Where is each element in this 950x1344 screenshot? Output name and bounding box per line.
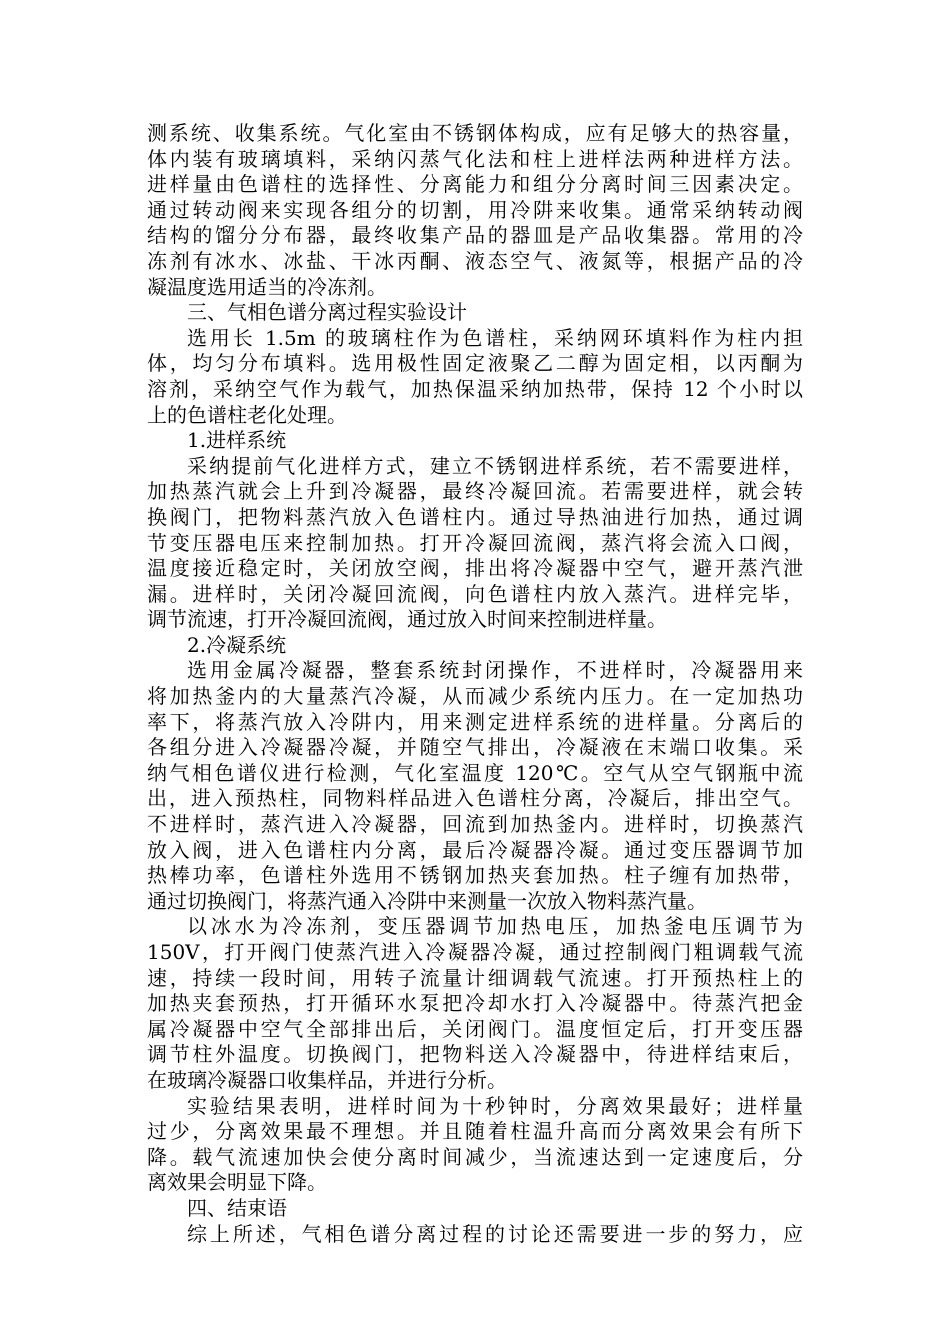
text-line: 出，进入预热柱，同物料样品进入色谱柱分离，冷凝后，排出空气。 xyxy=(147,786,803,811)
text-line: 体内装有玻璃填料，采纳闪蒸气化法和柱上进样法两种进样方法。 xyxy=(147,146,803,171)
text-line: 冻剂有冰水、冰盐、干冰丙酮、液态空气、液氮等，根据产品的冷 xyxy=(147,248,803,273)
text-line: 调节流速，打开冷凝回流阀，通过放入时间来控制进样量。 xyxy=(147,607,667,632)
text-line: 进样量由色谱柱的选择性、分离能力和组分分离时间三因素决定。 xyxy=(147,172,803,197)
text-line: 通过切换阀门，将蒸汽通入冷阱中来测量一次放入物料蒸汽量。 xyxy=(147,888,707,913)
text-line: 采纳提前气化进样方式，建立不锈钢进样系统，若不需要进样， xyxy=(187,453,803,478)
text-line: 体，均匀分布填料。选用极性固定液聚乙二醇为固定相，以丙酮为 xyxy=(147,351,803,376)
text-line: 溶剂，采纳空气作为载气，加热保温采纳加热带，保持 12 个小时以 xyxy=(147,376,803,401)
text-line: 2.冷凝系统 xyxy=(187,632,287,657)
text-line: 调节柱外温度。切换阀门，把物料送入冷凝器中，待进样结束后， xyxy=(147,1042,803,1067)
text-line: 率下，将蒸汽放入冷阱内，用来测定进样系统的进样量。分离后的 xyxy=(147,709,803,734)
text-line: 选用金属冷凝器，整套系统封闭操作，不进样时，冷凝器用来 xyxy=(187,658,803,683)
text-line: 节变压器电压来控制加热。打开冷凝回流阀，蒸汽将会流入口阀， xyxy=(147,530,803,555)
text-line: 上的色谱柱老化处理。 xyxy=(147,402,347,427)
text-line: 各组分进入冷凝器冷凝，并随空气排出，冷凝液在末端口收集。采 xyxy=(147,735,803,760)
document-page xyxy=(147,121,803,1247)
text-line: 实验结果表明，进样时间为十秒钟时，分离效果最好；进样量 xyxy=(187,1093,803,1118)
text-line: 凝温度选用适当的冷冻剂。 xyxy=(147,274,387,299)
text-line: 综上所述，气相色谱分离过程的讨论还需要进一步的努力，应 xyxy=(187,1221,803,1246)
text-line: 选用长 1.5m 的玻璃柱作为色谱柱，采纳网环填料作为柱内担 xyxy=(187,325,803,350)
text-line: 以冰水为冷冻剂，变压器调节加热电压，加热釜电压调节为 xyxy=(187,914,803,939)
text-line: 四、结束语 xyxy=(187,1195,287,1220)
text-line: 离效果会明显下降。 xyxy=(147,1170,327,1195)
text-line: 降。载气流速加快会使分离时间减少，当流速达到一定速度后，分 xyxy=(147,1144,803,1169)
text-line: 不进样时，蒸汽进入冷凝器，回流到加热釜内。进样时，切换蒸汽 xyxy=(147,812,803,837)
text-line: 150V，打开阀门使蒸汽进入冷凝器冷凝，通过控制阀门粗调载气流 xyxy=(147,940,803,964)
text-line: 加热夹套预热，打开循环水泵把冷却水打入冷凝器中。待蒸汽把金 xyxy=(147,991,803,1016)
text-line: 加热蒸汽就会上升到冷凝器，最终冷凝回流。若需要进样，就会转 xyxy=(147,479,803,504)
text-line: 换阀门，把物料蒸汽放入色谱柱内。通过导热油进行加热，通过调 xyxy=(147,504,803,529)
text-line: 结构的馏分分布器，最终收集产品的器皿是产品收集器。常用的冷 xyxy=(147,223,803,248)
text-line: 放入阀，进入色谱柱内分离，最后冷凝器冷凝。通过变压器调节加 xyxy=(147,837,803,862)
text-line: 在玻璃冷凝器口收集样品，并进行分析。 xyxy=(147,1067,507,1092)
text-line: 属冷凝器中空气全部排出后，关闭阀门。温度恒定后，打开变压器 xyxy=(147,1016,803,1041)
text-line: 温度接近稳定时，关闭放空阀，排出将冷凝器中空气，避开蒸汽泄 xyxy=(147,556,803,581)
text-line: 测系统、收集系统。气化室由不锈钢体构成，应有足够大的热容量， xyxy=(147,121,803,145)
text-line: 1.进样系统 xyxy=(187,428,287,453)
text-line: 漏。进样时，关闭冷凝回流阀，向色谱柱内放入蒸汽。进样完毕， xyxy=(147,581,803,606)
text-line: 三、气相色谱分离过程实验设计 xyxy=(187,300,467,325)
text-line: 通过转动阀来实现各组分的切割，用冷阱来收集。通常采纳转动阀 xyxy=(147,197,803,222)
text-line: 热棒功率，色谱柱外选用不锈钢加热夹套加热。柱子缠有加热带， xyxy=(147,863,803,888)
text-line: 将加热釜内的大量蒸汽冷凝，从而减少系统内压力。在一定加热功 xyxy=(147,684,803,709)
text-line: 过少，分离效果最不理想。并且随着柱温升高而分离效果会有所下 xyxy=(147,1119,803,1144)
text-line: 纳气相色谱仪进行检测，气化室温度 120℃。空气从空气钢瓶中流 xyxy=(147,760,803,785)
text-line: 速，持续一段时间，用转子流量计细调载气流速。打开预热柱上的 xyxy=(147,965,803,990)
